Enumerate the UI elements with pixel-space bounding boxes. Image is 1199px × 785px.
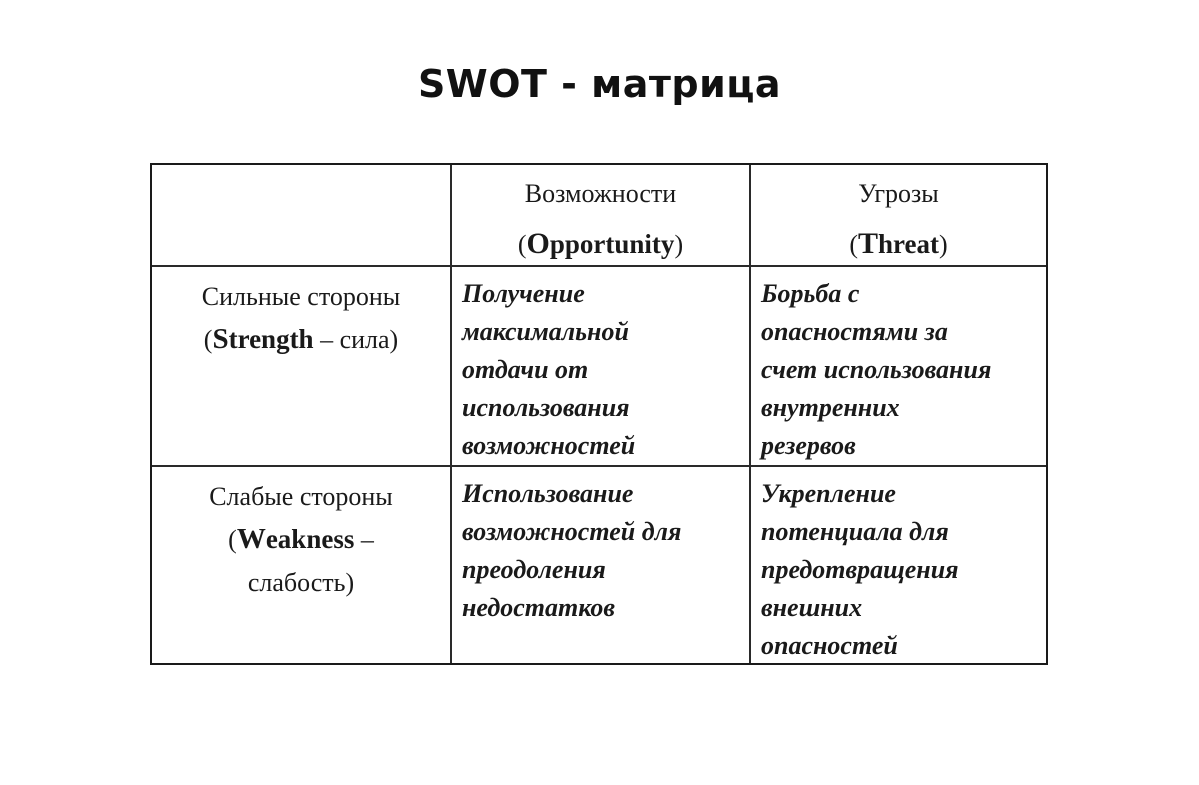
row-label-weakness-line3: слабость) — [247, 568, 355, 597]
weakness-rest: eakness — [265, 524, 355, 554]
strategy-wo-line: преодоления — [462, 555, 606, 584]
strength-initial: S — [212, 323, 229, 355]
strategy-wt — [751, 467, 1046, 663]
strategy-so-line: возможностей — [462, 431, 636, 460]
strategy-st-line: Борьба с — [761, 279, 860, 308]
strategy-so-line: Получение — [462, 279, 585, 308]
strategy-so-line: отдачи от — [462, 355, 589, 384]
column-header-threat-name: Угрозы — [858, 179, 939, 208]
column-header-opportunity-name: Возможности — [524, 179, 677, 208]
strategy-wt-line: предотвращения — [761, 555, 959, 584]
swot-matrix — [150, 163, 1048, 665]
weakness-suffix: – — [354, 525, 374, 554]
corner-cell — [152, 165, 450, 265]
row-label-weakness-name: Слабые стороны — [209, 482, 393, 511]
column-header-opportunity — [452, 165, 749, 265]
column-header-opportunity-term: (Opportunity) — [517, 227, 684, 260]
strategy-st-line: резервов — [761, 431, 856, 460]
strategy-st-line: опасностями за — [761, 317, 948, 346]
strategy-wo — [452, 467, 749, 663]
threat-rest: hreat — [878, 229, 939, 259]
strategy-wt-line: внешних — [761, 593, 863, 622]
column-header-threat — [751, 165, 1046, 265]
threat-initial: T — [857, 227, 878, 260]
row-label-weakness-term: (Weakness – — [228, 523, 374, 555]
row-label-strength-name: Сильные стороны — [201, 282, 401, 311]
strategy-so-line: использования — [462, 393, 630, 422]
strategy-wt-line: опасностей — [761, 631, 898, 660]
strategy-wo-line: возможностей для — [462, 517, 682, 546]
row-label-weakness — [152, 467, 450, 663]
strategy-wo-line: недостатков — [462, 593, 616, 622]
opportunity-rest: pportunity — [549, 229, 675, 259]
strength-suffix: – сила) — [313, 325, 399, 354]
strategy-so-line: максимальной — [462, 317, 629, 346]
strategy-wo-line: Использование — [462, 479, 634, 508]
column-header-threat-term: (Threat) — [849, 227, 948, 260]
row-label-strength-term: (Strength – сила) — [203, 323, 399, 355]
strategy-st-line: счет использования — [761, 355, 992, 384]
strength-rest: trength — [228, 324, 314, 354]
strategy-so — [452, 267, 749, 465]
page-title: SWOT - матрица — [417, 62, 782, 106]
strategy-wt-line: Укрепление — [761, 479, 896, 508]
row-label-strength — [152, 267, 450, 465]
weakness-initial: W — [236, 523, 266, 555]
strategy-st — [751, 267, 1046, 465]
strategy-st-line: внутренних — [761, 393, 900, 422]
opportunity-initial: O — [526, 227, 550, 260]
strategy-wt-line: потенциала для — [761, 517, 949, 546]
